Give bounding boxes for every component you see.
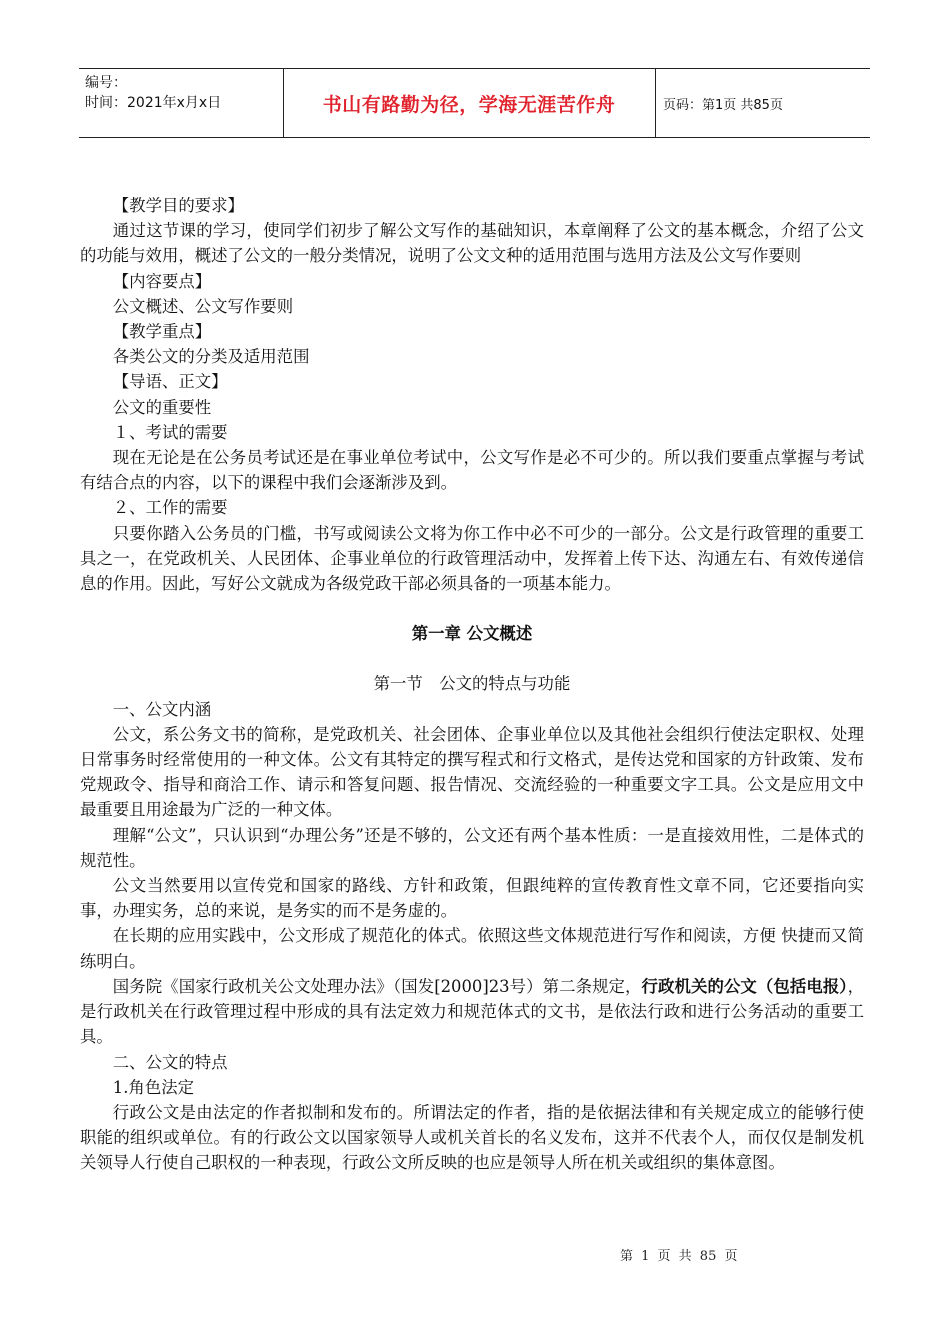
header-motto: 书山有路勤为径，学海无涯苦作舟 xyxy=(322,93,616,116)
header-page-info: 页码：第1页 共85页 xyxy=(663,97,783,113)
page-footer: 第 1 页 共 85 页 xyxy=(620,1249,738,1264)
feature1-text: 行政公文是由法定的作者拟制和发布的。所谓法定的作者，指的是依据法律和有关规定成立的能够行使职能的组织或单位。有的行政公文以国家领导人或机关首长的名义发布，这并不代表个人，而仅仅是制发机关领导人行使自己职权的一种表现，行政公文所反映的也应是领导人所在机关或组织的集体意图。 xyxy=(80,1102,864,1173)
connotation-paragraph: 在长期的应用实践中，公文形成了规范化的体式。依照这些文体规范进行写作和阅读，方便 快捷而又简练明白。 xyxy=(80,926,864,971)
focus-heading: 【教学重点】 xyxy=(112,322,212,342)
objective-text: 通过这节课的学习，使同学们初步了解公文写作的基础知识，本章阐释了公文的基本概念，介绍了公文的功能与效用，概述了公文的一般分类情况，说明了公文文种的适用范围与选用方法及公文写作要则 xyxy=(80,221,864,266)
spacer xyxy=(80,646,864,671)
document-header xyxy=(79,68,870,138)
header-meta xyxy=(85,73,283,113)
regulation-text: ，是行政机关在行政管理过程中形成的具有法定效力和规范体式的文书，是依法行政和进行公务活动的重要工具。 xyxy=(80,976,864,1047)
work-heading: ２、工作的需要 xyxy=(112,498,228,518)
regulation-bold-text: 行政机关的公文（包括电报） xyxy=(641,976,848,996)
content-text: 公文概述、公文写作要则 xyxy=(112,296,294,316)
importance-title: 公文的重要性 xyxy=(112,397,212,417)
objective-heading: 【教学目的要求】 xyxy=(112,196,244,215)
header-divider xyxy=(655,69,656,137)
exam-text: 现在无论是在公务员考试还是在事业单位考试中，公文写作是必不可少的。所以我们要重点掌握与考试有结合点的内容，以下的课程中我们会逐渐涉及到。 xyxy=(80,448,864,493)
regulation-text: 国务院《国家行政机关公文处理办法》（国发[2000]23号）第二条规定， xyxy=(112,976,642,996)
chapter-title: 第一章 公文概述 xyxy=(411,624,533,644)
features-heading: 二、公文的特点 xyxy=(112,1052,228,1072)
connotation-paragraph: 理解“公文”，只认识到“办理公务”还是不够的，公文还有两个基本性质：一是直接效用性，二是体式的规范性。 xyxy=(80,825,864,870)
exam-heading: １、考试的需要 xyxy=(112,422,228,442)
section-title: 第一节 公文的特点与功能 xyxy=(373,674,571,694)
connotation-paragraph: 公文，系公务文书的简称，是党政机关、社会团体、企事业单位以及其他社会组织行使法定职权、处理日常事务时经常使用的一种文体。公文有其特定的撰写程式和行文格式，是传达党和国家的方针政策、发布党规政令、指导和商洽工作、请示和答复问题、报告情况、交流经验的一种重要文字工具。公文是应用文中最重要且用途最为广泛的一种文体。 xyxy=(80,724,864,820)
spacer xyxy=(80,596,864,621)
intro-heading: 【导语、正文】 xyxy=(112,372,228,392)
number-label: 编号： xyxy=(85,75,127,91)
work-text: 只要你踏入公务员的门槛，书写或阅读公文将为你工作中必不可少的一部分。公文是行政管理的重要工具之一，在党政机关、人民团体、企事业单位的行政管理活动中，发挥着上传下达、沟通左右、有效传递信息的作用。因此，写好公文就成为各级党政干部必须具备的一项基本能力。 xyxy=(80,523,864,594)
focus-text: 各类公文的分类及适用范围 xyxy=(112,347,310,367)
connotation-paragraph xyxy=(80,974,864,1050)
document-body xyxy=(80,193,864,1176)
feature1-heading: 1.角色法定 xyxy=(112,1077,194,1097)
content-heading: 【内容要点】 xyxy=(112,271,212,291)
connotation-heading: 一、公文内涵 xyxy=(112,699,212,719)
time-label: 时间：2021年x月x日 xyxy=(85,95,222,111)
connotation-paragraph: 公文当然要用以宣传党和国家的路线、方针和政策，但跟纯粹的宣传教育性文章不同，它还要指向实事，办理实务，总的来说，是务实的而不是务虚的。 xyxy=(80,876,864,921)
